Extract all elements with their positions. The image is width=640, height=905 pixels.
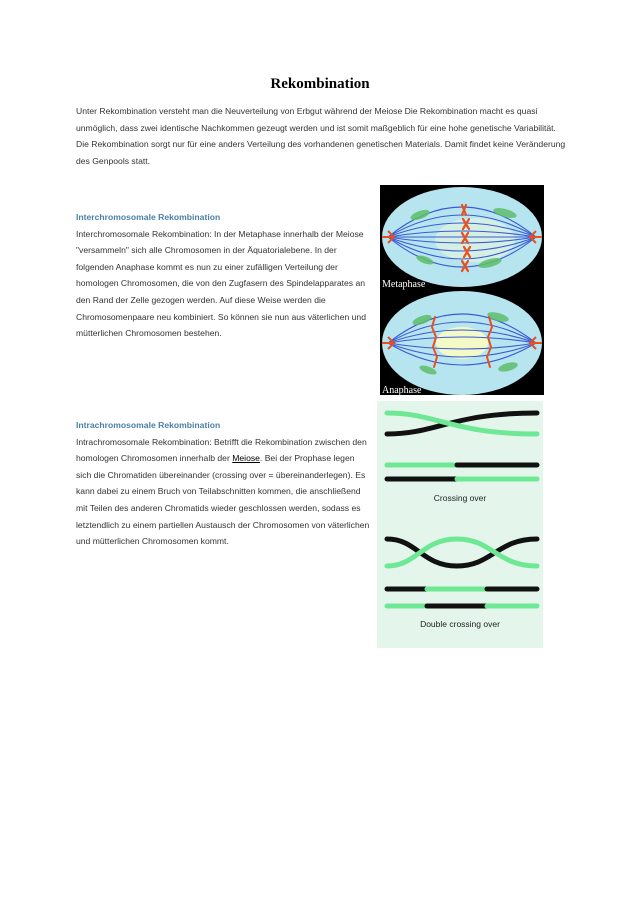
metaphase-label: Metaphase xyxy=(382,279,426,290)
intro-paragraph-1: Unter Rekombination versteht man die Neuverteilung von Erbgut während der Meiose Die Rekombination macht es quasi unmöglich, dass zwei identische Nachkommen gezeugt werden und ist somit maßgeblich für eine hohe genetische Variabilität. xyxy=(76,106,556,133)
inter-text: Interchromosomale Rekombination: In der Metaphase innerhalb der Meiose "versammeln" sich alle Chromosomen in der Äquatorialebene. In der folgenden Anaphase kommt es nun zu einer zufälligen Verteilung der homologen Chromosomen, die von den Zugfasern des Spindelapparates an den Rand der Zelle gezogen werden. Auf diese Weise werden die Chromosomenpaare neu kombiniert. So können sie nun aus väterlichen und mütterlichen Chromosomen bestehen. xyxy=(76,228,366,339)
crossing-over-label: Crossing over xyxy=(433,493,487,503)
intra-text-after: . Bei der Prophase legen sich die Chromatiden übereinander (crossing over = übereinanderlegen). Es kann dabei zu einem Bruch von Teilabschnitten kommen, die anschließend mit Teilen des anderen Chromatids wieder geschlossen werden, sodass es letztendlich zu einem partiellen Austausch der Chromosomen von väterlichen und mütterlichen Chromosomen kommt. xyxy=(76,453,370,547)
page-title: Rekombination xyxy=(270,76,370,92)
inter-section xyxy=(76,209,372,342)
intra-heading: Intrachromosomale Rekombination xyxy=(76,420,221,430)
crossing-over-panel xyxy=(377,401,543,648)
meiosis-figure xyxy=(380,185,544,395)
inter-heading: Interchromosomale Rekombination xyxy=(76,212,221,222)
intro-paragraph-2: Die Rekombination sorgt nur für eine anders Verteilung des vorhandenen genetischen Materials. Damit findet keine Veränderung des Genpools statt. xyxy=(76,139,566,166)
anaphase-cell xyxy=(382,291,542,395)
intro-text xyxy=(76,103,568,169)
metaphase-cell xyxy=(382,187,542,287)
intra-text-before: Intrachromosomale Rekombination: Betrifft die Rekombination zwischen den homologen Chromosomen innerhalb der xyxy=(76,436,367,464)
intra-text xyxy=(76,434,372,550)
meiose-link[interactable]: Meiose xyxy=(232,453,260,464)
crossing-over-figure xyxy=(377,401,543,648)
double-crossing-over-label: Double crossing over xyxy=(420,619,500,629)
intra-section xyxy=(76,417,372,550)
anaphase-label: Anaphase xyxy=(382,385,422,395)
